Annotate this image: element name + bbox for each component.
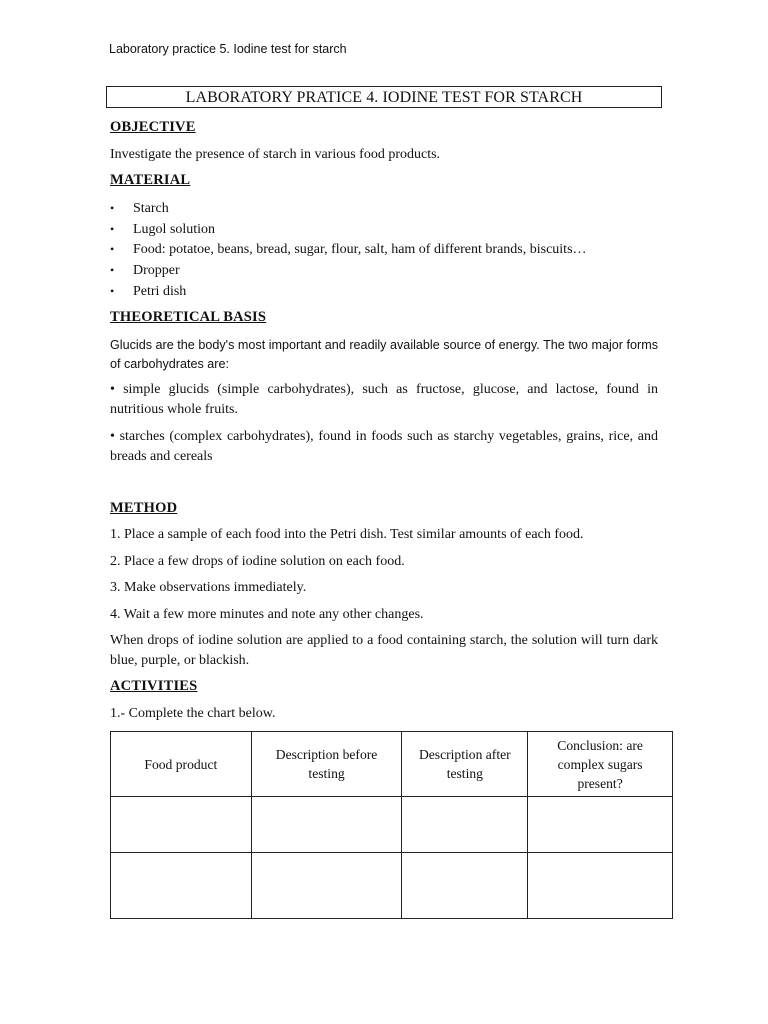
objective-heading: OBJECTIVE	[110, 119, 196, 135]
list-item	[110, 260, 587, 281]
column-header-before-testing: Description before testing	[251, 732, 402, 797]
theory-point-simple: • simple glucids (simple carbohydrates), such as fructose, glucose, and lactose, found in nutritious whole fruits.	[110, 382, 658, 417]
bullet-glyph: •	[110, 201, 115, 215]
theory-point-starches: • starches (complex carbohydrates), found in foods such as starchy vegetables, grains, rice, and breads and cereals	[110, 429, 658, 464]
bullet-glyph: •	[110, 263, 115, 278]
method-heading: METHOD	[110, 500, 178, 516]
column-header-after-testing: Description after testing	[402, 732, 528, 797]
method-note: When drops of iodine solution are applied to a food containing starch, the solution will turn dark blue, purple, or blackish.	[110, 633, 658, 668]
table-cell[interactable]	[528, 853, 673, 919]
bullet-glyph: •	[110, 242, 115, 257]
list-item-text: Food: potatoe, beans, bread, sugar, flour, salt, ham of different brands, biscuits…	[133, 242, 587, 258]
list-item	[110, 219, 587, 240]
column-header-food-product: Food product	[111, 732, 252, 797]
table-cell[interactable]	[528, 797, 673, 853]
table-cell[interactable]	[251, 797, 402, 853]
table-cell[interactable]	[111, 797, 252, 853]
list-item-text: Petri dish	[133, 283, 187, 299]
list-item	[110, 281, 587, 302]
list-item-text: Dropper	[133, 263, 180, 279]
table-row	[111, 797, 673, 853]
column-header-conclusion: Conclusion: are complex sugars present?	[528, 732, 673, 797]
table-row	[111, 853, 673, 919]
material-list	[110, 198, 587, 301]
theory-intro: Glucids are the body's most important and readily available source of energy. The two major forms of carbohydrates are:	[110, 338, 658, 371]
method-step: 1. Place a sample of each food into the Petri dish. Test similar amounts of each food.	[110, 527, 584, 542]
page-title: LABORATORY PRATICE 4. IODINE TEST FOR STARCH	[106, 86, 662, 108]
activities-instruction: 1.- Complete the chart below.	[110, 706, 276, 721]
list-item	[110, 198, 587, 219]
results-chart	[110, 731, 673, 919]
list-item	[110, 239, 587, 260]
bullet-glyph: •	[110, 283, 115, 298]
objective-text: Investigate the presence of starch in various food products.	[110, 147, 441, 162]
method-step: 3. Make observations immediately.	[110, 580, 307, 595]
material-heading: MATERIAL	[110, 172, 191, 188]
chart-header-row	[111, 732, 673, 797]
table-cell[interactable]	[111, 853, 252, 919]
table-cell[interactable]	[402, 797, 528, 853]
activities-heading: ACTIVITIES	[110, 678, 198, 694]
theory-heading: THEORETICAL BASIS	[110, 309, 267, 325]
method-step: 2. Place a few drops of iodine solution on each food.	[110, 554, 405, 569]
method-step: 4. Wait a few more minutes and note any other changes.	[110, 607, 424, 622]
list-item-text: Lugol solution	[133, 221, 216, 237]
table-cell[interactable]	[251, 853, 402, 919]
bullet-glyph: •	[110, 221, 115, 236]
running-header: Laboratory practice 5. Iodine test for starch	[109, 42, 347, 56]
table-cell[interactable]	[402, 853, 528, 919]
list-item-text: Starch	[133, 201, 169, 216]
